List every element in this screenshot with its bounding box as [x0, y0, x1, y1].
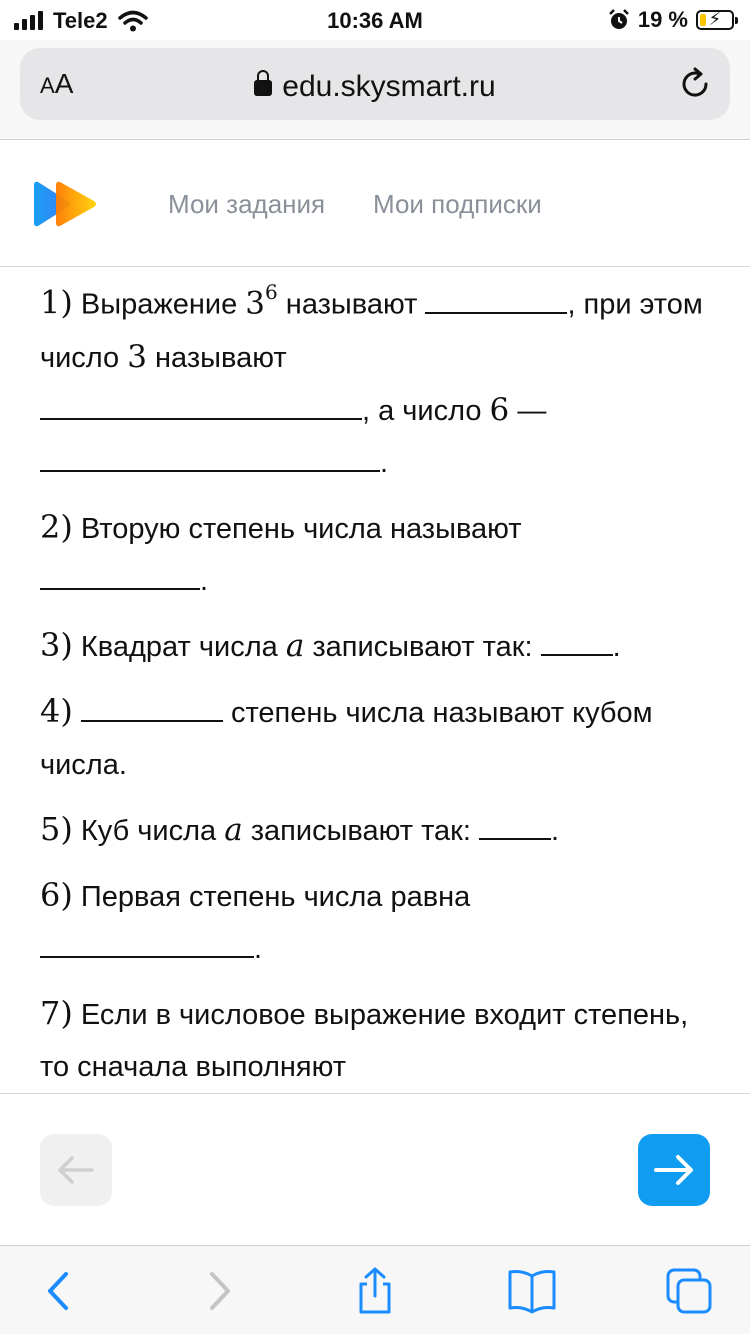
browser-address-area [0, 40, 750, 140]
task-number: 1) [40, 283, 73, 322]
answer-blank[interactable] [40, 390, 362, 420]
tabs-icon[interactable] [664, 1266, 716, 1316]
task-text: . [612, 630, 621, 663]
url-display[interactable] [20, 70, 730, 104]
task-content [40, 270, 720, 1090]
math-number: 6 [489, 391, 510, 428]
nav-my-subscriptions[interactable]: Мои подписки [373, 189, 542, 219]
charging-bolt-icon: ⚡ [708, 9, 722, 29]
task-number: 7) [40, 993, 73, 1032]
math-variable: a [224, 811, 243, 848]
lock-icon [254, 80, 272, 96]
answer-blank[interactable] [541, 626, 613, 656]
math-variable: a [285, 627, 305, 664]
task-text: Первая степень числа равна [72, 880, 471, 913]
task-text: степень числа называют кубом числа. [40, 696, 653, 781]
clock: 10:36 AM [327, 8, 423, 33]
task-text: называют [277, 288, 426, 321]
task-number: 3) [40, 625, 73, 664]
answer-blank[interactable] [81, 692, 223, 722]
task-text: , при этом число [40, 288, 703, 374]
battery-percent: 19 % [637, 7, 688, 32]
power-exponent: 6 [265, 280, 278, 304]
arrow-right-icon [638, 1134, 710, 1206]
address-bar[interactable] [20, 48, 730, 120]
battery-icon [696, 10, 734, 30]
alarm-icon [608, 9, 630, 31]
text-size-large-a: A [54, 68, 74, 99]
skysmart-logo-icon[interactable] [32, 181, 98, 227]
text-size-small-a: A [40, 73, 55, 98]
math-number: 3 [127, 338, 147, 375]
arrow-left-icon [40, 1134, 112, 1206]
task-number: 6) [40, 875, 73, 914]
previous-button[interactable] [40, 1134, 112, 1206]
chevron-right-icon[interactable] [194, 1266, 246, 1316]
task-number: 5) [40, 809, 73, 848]
task-text: . [254, 932, 263, 965]
task-text: записывают так: [242, 814, 479, 847]
answer-blank[interactable] [479, 810, 551, 840]
task-text: называют [146, 341, 287, 374]
answer-blank[interactable] [40, 442, 380, 472]
task-number: 2) [40, 507, 73, 546]
task-number: 4) [40, 691, 73, 730]
answer-blank[interactable] [40, 928, 254, 958]
status-bar [0, 0, 750, 40]
task-6 [40, 869, 720, 975]
browser-toolbar [0, 1245, 750, 1334]
task-5 [40, 803, 720, 857]
answer-blank[interactable] [425, 284, 567, 314]
task-text: Куб числа [72, 814, 225, 847]
task-text: Выражение [80, 288, 246, 321]
site-header [0, 141, 750, 267]
url-text: edu.skysmart.ru [282, 70, 496, 103]
carrier-name: Tele2 [53, 8, 108, 33]
task-1 [40, 270, 720, 489]
task-3 [40, 619, 720, 673]
answer-blank[interactable] [40, 560, 200, 590]
book-icon[interactable] [506, 1266, 558, 1316]
task-text: Квадрат числа [72, 630, 286, 663]
task-text: Если в числовое выражение входит степень, то сначала выполняют [40, 998, 689, 1083]
task-text: . [380, 446, 389, 479]
task-navigation [0, 1093, 750, 1245]
task-text: — [509, 394, 547, 427]
task-text: Вторую степень числа называют [72, 512, 522, 545]
task-4 [40, 685, 720, 791]
status-right [608, 7, 734, 33]
power-base: 3 [245, 285, 266, 322]
task-text: , а число [362, 394, 490, 427]
task-text: записывают так: [304, 630, 541, 663]
task-7 [40, 987, 720, 1090]
task-text: . [200, 564, 209, 597]
task-text: . [550, 814, 560, 847]
share-icon[interactable] [349, 1266, 401, 1316]
chevron-left-icon[interactable] [34, 1266, 86, 1316]
next-button[interactable] [638, 1134, 710, 1206]
task-2 [40, 501, 720, 607]
nav-my-tasks[interactable]: Мои задания [168, 189, 326, 219]
reload-icon[interactable] [678, 66, 714, 102]
